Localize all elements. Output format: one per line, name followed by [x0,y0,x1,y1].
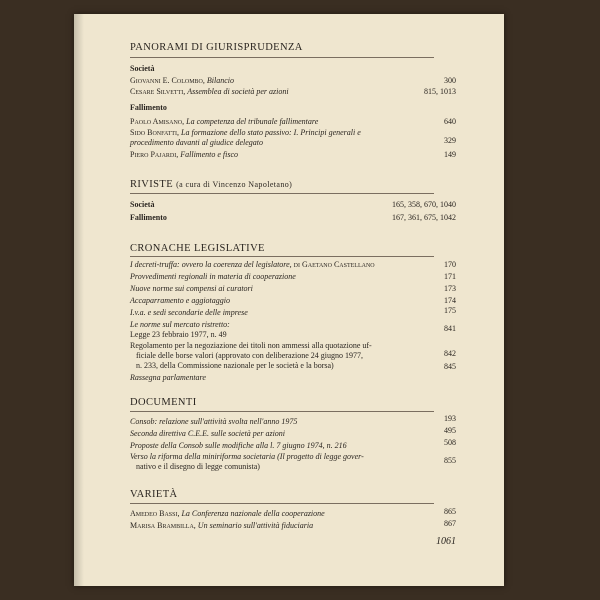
index-entry: Le norme sul mercato ristretto: [130,320,230,329]
page-number: 508 [444,438,456,447]
page-number: 175 [444,306,456,315]
index-entry: Piero Pajardi, Fallimento e fisco [130,150,238,159]
page-number: 855 [444,456,456,465]
index-entry: I.v.a. e sedi secondarie delle imprese [130,308,248,317]
index-entry: Legge 23 febbraio 1977, n. 49 [130,330,227,339]
index-entry-continued: procedimento davanti al giudice delegato [130,138,264,147]
index-entry-continued: ficiale delle borse valori (approvato con deliberazione 24 giugno 1977, [136,351,364,360]
index-entry: Proposte della Consob sulle modifiche alla l. 7 giugno 1974, n. 216 [130,441,347,450]
section-rule [130,256,434,257]
page-number: 867 [444,519,456,528]
riviste-label-societa: Società [130,200,155,209]
page-number: 171 [444,272,456,281]
section-rule [130,193,434,194]
subheading-fallimento: Fallimento [130,103,167,112]
page-number: 845 [444,362,456,371]
page-number: 149 [444,150,456,159]
index-entry-continued: nativo e il disegno di legge comunista) [136,462,260,471]
page-number: 174 [444,296,456,305]
section-heading-documenti: DOCUMENTI [130,397,197,408]
section-rule [130,503,434,504]
page-number: 495 [444,426,456,435]
section-rule [130,57,434,58]
page-number: 841 [444,324,456,333]
page-number: 329 [444,136,456,145]
section-heading-cronache: CRONACHE LEGISLATIVE [130,243,265,254]
index-entry: Accaparramento e aggiotaggio [130,296,230,305]
index-entry: Seconda direttiva C.E.E. sulle società per azioni [130,429,286,438]
index-entry: I decreti-truffa: ovvero la coerenza del legislatore, di Gaetano Castellano [130,260,375,269]
section-heading-varieta: VARIETÀ [130,489,178,500]
section-heading-riviste: RIVISTE (a cura di Vincenzo Napoletano) [130,179,293,190]
page-numbers: 167, 361, 675, 1042 [392,213,456,222]
index-entry: Nuove norme sui compensi ai curatori [130,284,253,293]
section-heading-panorami: PANORAMI DI GIURISPRUDENZA [130,42,303,53]
index-entry: Provvedimenti regionali in materia di cooperazione [130,272,296,281]
folio-page-number: 1061 [436,536,456,547]
riviste-label-fallimento: Fallimento [130,213,167,222]
book-page [74,14,504,586]
page-number: 815, 1013 [424,87,456,96]
page-number: 640 [444,117,456,126]
index-entry-continued: n. 233, della Commissione nazionale per le società e la borsa) [136,361,334,370]
index-entry: Paolo Amisano, La competenza del tribunale fallimentare [130,117,319,126]
section-rule [130,411,434,412]
index-entry: Marisa Brambilla, Un seminario sull'attività fiduciaria [130,521,314,530]
index-entry: Regolamento per la negoziazione dei titoli non ammessi alla quotazione uf- [130,341,372,350]
index-entry: Amedeo Bassi, La Conferenza nazionale della cooperazione [130,509,325,518]
page-number: 865 [444,507,456,516]
index-entry: Consob: relazione sull'attività svolta nell'anno 1975 [130,417,298,426]
page-number: 300 [444,76,456,85]
spine-shadow [74,14,84,586]
index-entry: Cesare Silvetti, Assemblea di società per azioni [130,87,289,96]
page-number: 842 [444,349,456,358]
page-number: 173 [444,284,456,293]
index-entry: Rassegna parlamentare [130,373,206,382]
page-number: 193 [444,414,456,423]
page-number: 170 [444,260,456,269]
subheading-societa: Società [130,64,155,73]
page-numbers: 165, 358, 670, 1040 [392,200,456,209]
index-entry: Giovanni E. Colombo, Bilancio [130,76,234,85]
index-entry: Verso la riforma della miniriforma societaria (Il progetto di legge gover- [130,452,364,461]
index-entry: Sido Bonfatti, La formazione dello stato passivo: I. Principi generali e [130,128,361,137]
